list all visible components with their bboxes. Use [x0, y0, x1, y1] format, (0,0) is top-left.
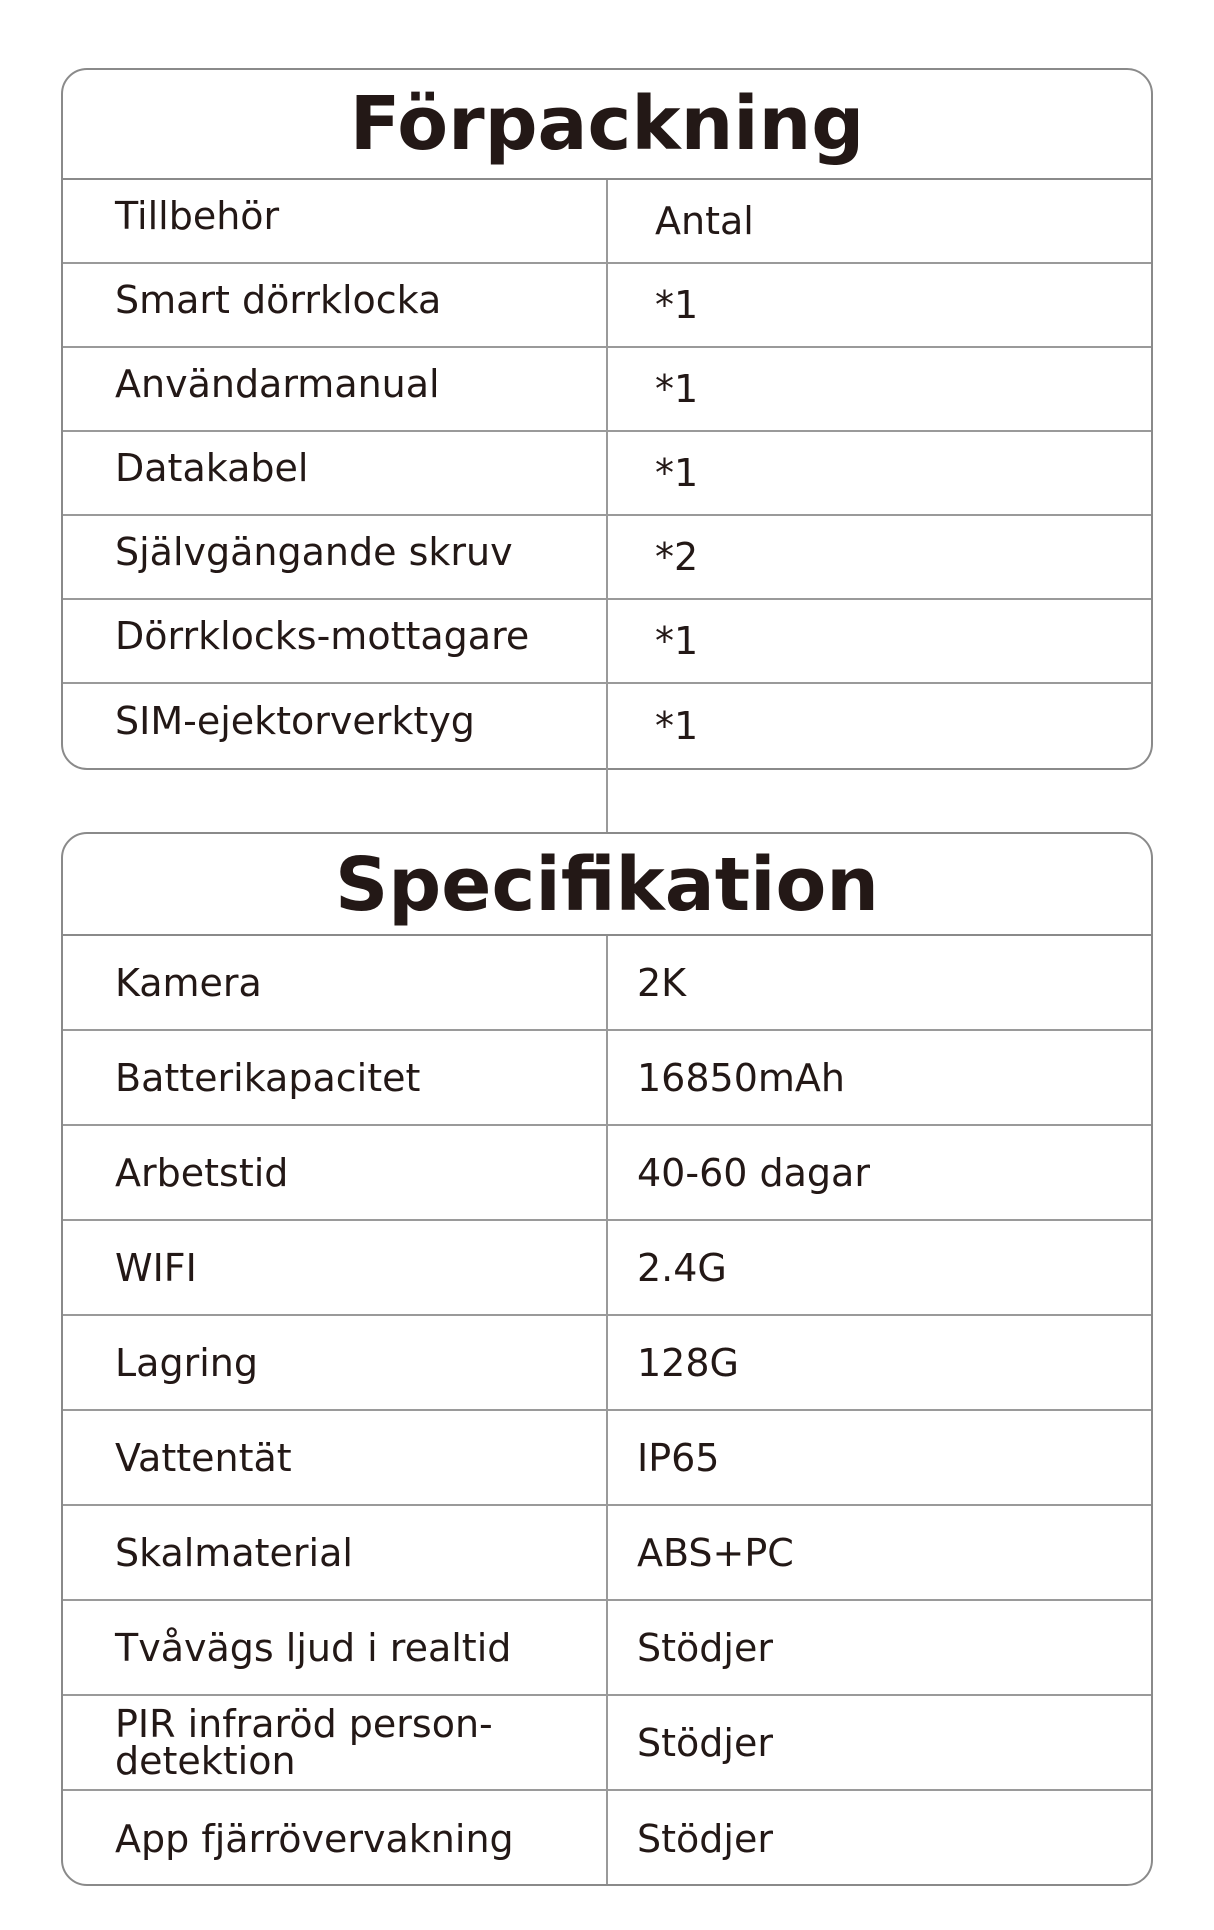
- table-row: [63, 1506, 1151, 1601]
- table-row: [63, 1601, 1151, 1696]
- spec-label: Lagring: [63, 1316, 608, 1409]
- spec-label: Vattentät: [63, 1411, 608, 1504]
- spec-label: Kamera: [63, 936, 608, 1029]
- table-row: [63, 432, 1151, 516]
- spec-value: Stödjer: [637, 1625, 773, 1670]
- packaging-qty: *1: [655, 283, 699, 327]
- packaging-qty: *2: [655, 535, 699, 579]
- spec-value: IP65: [637, 1435, 720, 1480]
- spec-value: 16850mAh: [637, 1055, 845, 1100]
- table-row: [63, 684, 1151, 768]
- specification-table: [61, 832, 1153, 1886]
- packaging-item: Smart dörrklocka: [63, 264, 608, 346]
- packaging-item: Självgängande skruv: [63, 516, 608, 598]
- spec-label: Batterikapacitet: [63, 1031, 608, 1124]
- packaging-table: [61, 68, 1153, 770]
- spec-value: 2K: [637, 960, 687, 1005]
- table-row: [63, 936, 1151, 1031]
- packaging-item: Dörrklocks-mottagare: [63, 600, 608, 682]
- spec-value: 128G: [637, 1340, 739, 1385]
- packaging-header-item: Tillbehör: [63, 180, 608, 262]
- packaging-item: Användarmanual: [63, 348, 608, 430]
- specification-title: Specifikation: [63, 834, 1151, 936]
- column-divider-connector: [606, 768, 608, 834]
- spec-value: 2.4G: [637, 1245, 727, 1290]
- packaging-header-row: [63, 180, 1151, 264]
- table-row: [63, 1221, 1151, 1316]
- table-row: [63, 1696, 1151, 1791]
- table-row: [63, 1316, 1151, 1411]
- packaging-qty: *1: [655, 619, 699, 663]
- packaging-qty: *1: [655, 704, 699, 748]
- packaging-item: SIM-ejektorverktyg: [63, 684, 608, 768]
- packaging-header-qty: Antal: [655, 199, 754, 243]
- spec-label: Tvåvägs ljud i realtid: [63, 1601, 608, 1694]
- packaging-item: Datakabel: [63, 432, 608, 514]
- spec-label: WIFI: [63, 1221, 608, 1314]
- table-row: [63, 600, 1151, 684]
- packaging-title: Förpackning: [63, 70, 1151, 180]
- spec-label: PIR infraröd person-detektion: [63, 1696, 608, 1789]
- spec-value: Stödjer: [637, 1816, 773, 1861]
- table-row: [63, 264, 1151, 348]
- spec-label: App fjärrövervakning: [63, 1791, 608, 1886]
- spec-value: Stödjer: [637, 1720, 773, 1765]
- packaging-qty: *1: [655, 367, 699, 411]
- packaging-qty: *1: [655, 451, 699, 495]
- spec-label: Arbetstid: [63, 1126, 608, 1219]
- table-row: [63, 1411, 1151, 1506]
- spec-value: ABS+PC: [637, 1530, 794, 1575]
- table-row: [63, 348, 1151, 432]
- table-row: [63, 1791, 1151, 1886]
- table-row: [63, 1031, 1151, 1126]
- table-row: [63, 1126, 1151, 1221]
- table-row: [63, 516, 1151, 600]
- spec-value: 40-60 dagar: [637, 1150, 870, 1195]
- spec-label: Skalmaterial: [63, 1506, 608, 1599]
